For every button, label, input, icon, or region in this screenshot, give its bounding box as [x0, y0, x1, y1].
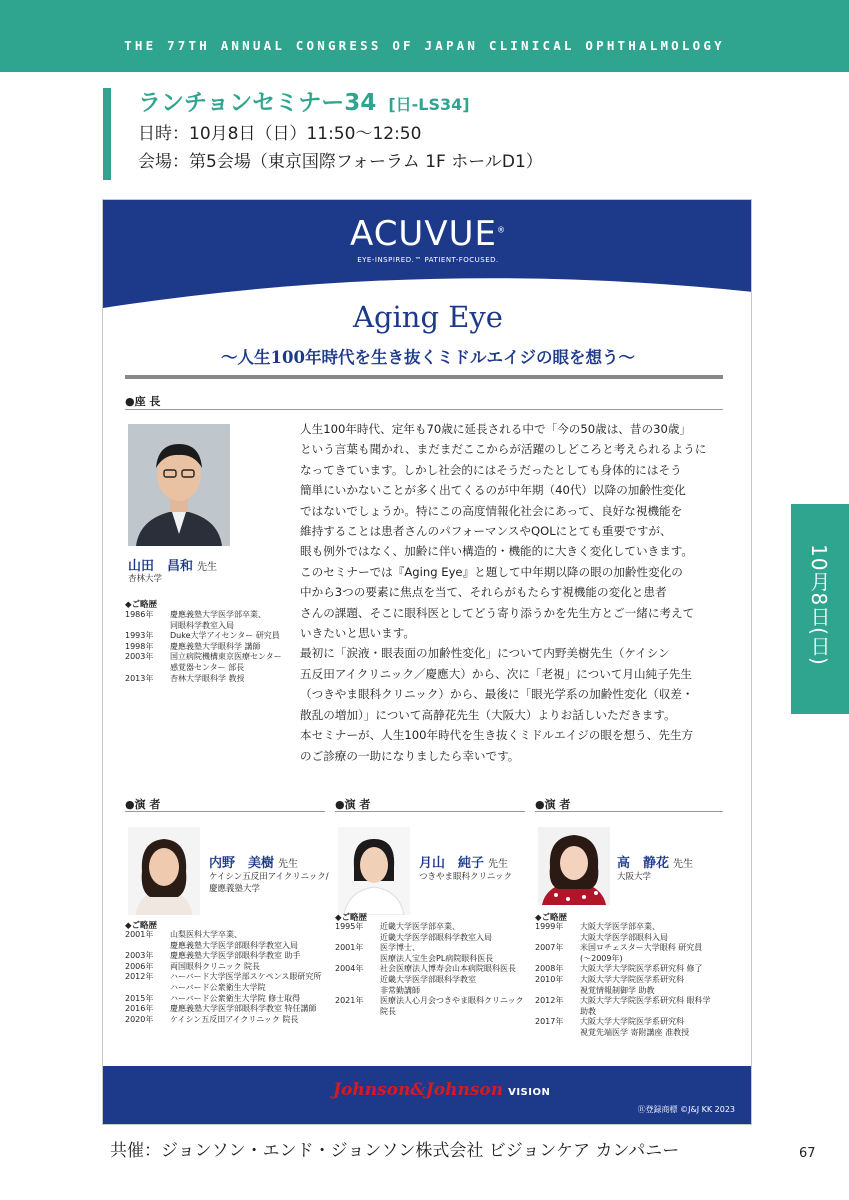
sponsor-line: 共催：ジョンソン・エンド・ジョンソン株式会社 ビジョンケア カンパニー	[110, 1141, 680, 1161]
description-line: 中から3つの要素に焦点を当て、それらがもたらす視機能の変化と患者	[300, 585, 667, 600]
speaker-career-year	[335, 1007, 380, 1018]
chair-career-text: 感覚器センター 部長	[170, 662, 245, 672]
speaker-career-text: 医療法人宝生会PL病院眼科医長	[380, 953, 494, 963]
speaker-affiliation-uchino-2: 慶應義塾大学	[209, 884, 261, 894]
description-line: 本セミナーが、人生100年時代を生き抜くミドルエイジの眼を想う、先生方	[300, 728, 694, 743]
description-line: ではないでしょうか。特にこの高度情報化社会にあって、良好な視機能を	[300, 503, 683, 518]
speaker-career-row	[535, 933, 711, 944]
chair-career-text: 国立病院機構東京医療センター	[170, 652, 282, 662]
speaker-rule-3	[535, 811, 723, 812]
speaker-rule-1	[125, 811, 325, 812]
speaker-career-year	[335, 975, 380, 986]
speaker-portrait-tsukiyama	[338, 827, 410, 915]
speaker-label-2: ●演 者	[335, 798, 371, 811]
speaker-career-row	[335, 943, 524, 954]
jj-wordmark: Johnson&Johnson	[333, 1080, 504, 1100]
description-line: なってきています。しかし社会的にはそうだったとしても身体的にはそう	[300, 462, 682, 477]
speaker-career-text: 大阪大学大学院医学系研究科 眼科学	[580, 996, 711, 1006]
speaker-career-row	[125, 972, 321, 983]
speaker-career-year	[125, 983, 170, 994]
chair-photo	[128, 424, 230, 546]
speaker-career-year: 2008年	[535, 964, 564, 974]
chair-rule	[125, 409, 723, 410]
seminar-title: Aging Eye	[353, 300, 503, 334]
chair-career-text: 慶應義塾大学医学部卒業、	[170, 610, 266, 619]
chair-career-year	[125, 621, 170, 632]
speaker-career-text: ハーバード公衆衛生大学院	[170, 982, 266, 992]
speaker-career-row	[535, 943, 711, 954]
speaker-career-row	[125, 941, 321, 952]
speaker-career-year: 2003年	[125, 951, 154, 961]
description-line: いきたいと思います。	[300, 626, 416, 641]
speaker-honorific-koh: 先生	[673, 859, 694, 870]
chair-career-row	[125, 674, 282, 685]
speaker-career-row	[535, 922, 711, 933]
title-accent-bar	[103, 88, 111, 180]
speaker-career-year: 2015年	[125, 993, 154, 1003]
speaker-career-year	[535, 954, 580, 965]
session-title	[138, 84, 470, 117]
speaker-career-year	[335, 986, 380, 997]
speaker-career-year: 2007年	[535, 943, 564, 953]
chair-career-year: 2013年	[125, 673, 154, 683]
speaker-career-text: 大阪大学医学部卒業、	[580, 922, 660, 931]
speaker-career-row	[535, 1017, 711, 1028]
speaker-career-list-tsukiyama	[335, 922, 524, 1017]
speaker-career-text: 近畿大学医学部卒業、	[380, 922, 460, 931]
speaker-career-label-uchino: ◆ご略歴	[125, 921, 158, 931]
acuvue-tagline: EYE-INSPIRED.™ PATIENT-FOCUSED.	[357, 256, 499, 264]
chair-career-text: 杏林大学眼科学 教授	[170, 673, 245, 683]
top-banner	[0, 0, 849, 72]
congress-name: THE 77TH ANNUAL CONGRESS OF JAPAN CLINICAL OPHTHALMOLOGY	[124, 38, 725, 53]
speaker-portrait-uchino	[128, 827, 200, 915]
speaker-career-text: 大阪大学医学部眼科入局	[580, 932, 668, 942]
description-line: さんの課題、そこに眼科医としてどう寄り添うかを先生方とご一緒に考えて	[300, 605, 695, 620]
session-title-text: ランチョンセミナー34	[138, 90, 377, 116]
chair-career-year: 1998年	[125, 641, 154, 651]
speaker-career-year: 2017年	[535, 1017, 564, 1027]
speaker-career-text: ケイシン五反田アイクリニック 院長	[170, 1014, 299, 1024]
speaker-career-text: 慶應義塾大学医学部眼科学教室入局	[170, 940, 298, 950]
speaker-career-text: 近畿大学医学部眼科学教室	[380, 974, 476, 984]
chair-career-list	[125, 610, 282, 684]
session-venue: 会場：第5会場（東京国際フォーラム 1F ホールD1）	[138, 152, 543, 172]
acuvue-brand: ACUVUE	[350, 214, 497, 254]
side-tab-date: 10月8日(日)	[807, 544, 831, 666]
speaker-career-label-koh: ◆ご略歴	[535, 913, 568, 923]
speaker-career-label-tsukiyama: ◆ご略歴	[335, 913, 368, 923]
seminar-description	[300, 419, 732, 766]
speaker-label-3: ●演 者	[535, 798, 571, 811]
chair-affiliation: 杏林大学	[128, 574, 163, 584]
speaker-career-year: 2001年	[125, 930, 154, 939]
chair-name-text: 山田 昌和	[128, 559, 194, 574]
description-line: 簡単にいかないことが多く出てくるのが中年期（40代）以降の加齢性変化	[300, 483, 686, 498]
session-date: 日時：10月8日（日）11:50～12:50	[138, 124, 422, 144]
speaker-career-row	[125, 930, 321, 941]
chair-label: ●座 長	[125, 395, 161, 408]
speaker-career-list-koh	[535, 922, 711, 1039]
speaker-career-year: 2012年	[125, 972, 154, 982]
speaker-career-text: 院長	[380, 1006, 396, 1016]
speaker-career-text: 近畿大学医学部眼科学教室入局	[380, 932, 492, 942]
speaker-career-row	[335, 964, 524, 975]
chair-career-year: 1986年	[125, 610, 154, 619]
speaker-career-text: 助教	[580, 1006, 596, 1016]
description-line: 人生100年時代、定年も70歳に延長される中で「今の50歳は、昔の30歳」	[300, 422, 692, 436]
speaker-career-row	[125, 1004, 321, 1015]
speaker-career-text: 医療法人心月会つきやま眼科クリニック	[380, 996, 524, 1006]
chair-career-row	[125, 652, 282, 663]
flyer-header	[103, 200, 752, 310]
speaker-career-text: 慶應義塾大学医学部眼科学教室 特任講師	[170, 1004, 317, 1014]
speaker-career-row	[535, 996, 711, 1007]
chair-career-text: 慶應義塾大学眼科学 講師	[170, 641, 261, 651]
speaker-career-text: 米国ロチェスター大学眼科 研究員	[580, 943, 703, 953]
speaker-affiliation-tsukiyama: つきやま眼科クリニック	[419, 872, 512, 882]
speaker-career-year	[335, 933, 380, 944]
description-line: という言葉も聞かれ、まだまだここからが活躍のしどころと考えられるように	[300, 442, 707, 457]
speaker-career-year: 2004年	[335, 964, 364, 974]
speaker-career-row	[535, 1028, 711, 1039]
speaker-name-text-uchino: 内野 美樹	[209, 856, 275, 871]
speaker-career-year	[535, 1007, 580, 1018]
speaker-career-list-uchino	[125, 930, 321, 1025]
description-line: このセミナーでは『Aging Eye』と題して中年期以降の眼の加齢性変化の	[300, 564, 683, 579]
speaker-career-row	[335, 954, 524, 965]
copyright-notice: Ⓡ登録商標 ©J&J KK 2023	[637, 1105, 735, 1114]
speaker-photo-uchino	[128, 827, 200, 915]
title-divider	[125, 375, 723, 379]
speaker-career-row	[125, 1015, 321, 1026]
acuvue-logo	[103, 214, 752, 264]
speaker-career-year	[535, 1028, 580, 1039]
speaker-career-text: 大阪大学大学院医学系研究科	[580, 1017, 684, 1027]
description-line: （つきやま眼科クリニック）から、最後に「眼光学系の加齢性変化（収差・	[300, 687, 694, 702]
description-line: のご診療の一助になりましたら幸いです。	[300, 748, 520, 763]
date-side-tab	[791, 504, 849, 714]
chair-career-year	[125, 663, 170, 674]
speaker-career-year: 2016年	[125, 1004, 154, 1014]
flyer-footer	[103, 1066, 752, 1125]
chair-career-row	[125, 621, 282, 632]
speaker-career-row	[125, 994, 321, 1005]
speaker-career-row	[335, 922, 524, 933]
speaker-career-text: ハーバード大学医学部スケペンス眼研究所	[170, 972, 322, 982]
chair-career-row	[125, 663, 282, 674]
speaker-career-text: 両国眼科クリニック 院長	[170, 961, 261, 971]
speaker-honorific-uchino: 先生	[278, 859, 299, 870]
speaker-career-year	[335, 954, 380, 965]
seminar-subtitle: ～人生100年時代を生き抜くミドルエイジの眼を想う～	[221, 348, 635, 367]
chair-career-row	[125, 610, 282, 621]
chair-career-row	[125, 631, 282, 642]
chair-portrait-image	[128, 424, 230, 546]
acuvue-registered-mark: ®	[496, 225, 506, 235]
speaker-career-row	[335, 933, 524, 944]
speaker-photo-tsukiyama	[338, 827, 410, 915]
speaker-career-row	[335, 975, 524, 986]
speaker-affiliation-uchino-1: ケイシン五反田アイクリニック/	[209, 872, 329, 882]
speaker-career-year: 1995年	[335, 922, 364, 931]
jj-vision-text: VISION	[508, 1087, 551, 1098]
speaker-career-text: 社会医療法人博寿会山本病院眼科医長	[380, 964, 516, 974]
speaker-career-year: 2006年	[125, 961, 154, 971]
chair-career-text: Duke大学アイセンター 研究員	[170, 631, 280, 641]
chair-career-text: 同眼科学教室入局	[170, 620, 234, 630]
speaker-honorific-tsukiyama: 先生	[488, 859, 509, 870]
speaker-career-row	[535, 1007, 711, 1018]
speaker-career-row	[535, 954, 711, 965]
speaker-career-row	[125, 983, 321, 994]
chair-career-year: 2003年	[125, 652, 154, 662]
speaker-rule-2	[335, 811, 525, 812]
session-code: [日-LS34]	[388, 95, 470, 114]
chair-honorific: 先生	[197, 562, 218, 573]
speaker-career-row	[125, 951, 321, 962]
speaker-photo-koh	[538, 827, 610, 905]
speaker-career-text: (～2009年)	[580, 953, 623, 963]
speaker-career-row	[535, 964, 711, 975]
speaker-affiliation-koh: 大阪大学	[617, 872, 652, 882]
speaker-career-row	[535, 975, 711, 986]
speaker-career-row	[535, 986, 711, 997]
page-number: 67	[799, 1146, 816, 1161]
speaker-career-text: ハーバード公衆衛生大学院 修士取得	[170, 993, 301, 1003]
speaker-career-year: 2020年	[125, 1014, 154, 1024]
speaker-career-year	[535, 986, 580, 997]
speaker-career-year	[125, 941, 170, 952]
speaker-name-koh	[617, 852, 693, 871]
speaker-name-uchino	[209, 852, 298, 871]
speaker-career-row	[335, 1007, 524, 1018]
speaker-career-text: 視覚先端医学 寄附講座 准教授	[580, 1027, 690, 1037]
jj-vision-logo	[333, 1080, 550, 1100]
description-line: 眼も例外ではなく、加齢に伴い構造的・機能的に大きく変化していきます。	[300, 544, 694, 559]
description-line: 最初に「涙液・眼表面の加齢性変化」について内野美樹先生（ケイシン	[300, 646, 670, 661]
speaker-career-text: 視覚情報制御学 助教	[580, 985, 655, 995]
speaker-name-text-koh: 高 静花	[617, 856, 670, 871]
chair-career-row	[125, 642, 282, 653]
speaker-career-year: 2021年	[335, 996, 364, 1006]
speaker-career-text: 慶應義塾大学医学部眼科学教室 助手	[170, 951, 301, 961]
speaker-name-tsukiyama	[419, 852, 508, 871]
seminar-flyer	[102, 199, 752, 1125]
description-line: 散乱の増加）」について高静花先生（大阪大）よりお話しいただきます。	[300, 707, 676, 722]
speaker-career-year: 2010年	[535, 974, 564, 984]
chair-name	[128, 555, 217, 574]
speaker-career-row	[335, 996, 524, 1007]
speaker-career-text: 非常勤講師	[380, 985, 420, 995]
speaker-career-year: 2012年	[535, 996, 564, 1006]
speaker-portrait-koh	[538, 827, 610, 905]
speaker-career-row	[335, 986, 524, 997]
speaker-career-year: 2001年	[335, 943, 364, 953]
description-line: 維持することは患者さんのパフォーマンスやQOLにとても重要ですが、	[300, 524, 672, 539]
speaker-career-year: 1999年	[535, 922, 564, 931]
chair-career-label: ◆ご略歴	[125, 600, 158, 610]
speaker-career-text: 大阪大学大学院医学系研究科 修了	[580, 964, 703, 974]
speaker-name-text-tsukiyama: 月山 純子	[419, 856, 485, 871]
speaker-career-row	[125, 962, 321, 973]
speaker-label-1: ●演 者	[125, 798, 161, 811]
chair-career-year: 1993年	[125, 631, 154, 641]
description-line: 五反田アイクリニック／慶應大）から、次に「老視」について月山純子先生	[300, 666, 692, 681]
speaker-career-text: 山梨医科大学卒業、	[170, 930, 242, 939]
speaker-career-year	[535, 933, 580, 944]
speaker-career-text: 大阪大学大学院医学系研究科	[580, 974, 684, 984]
speaker-career-text: 医学博士、	[380, 943, 420, 953]
